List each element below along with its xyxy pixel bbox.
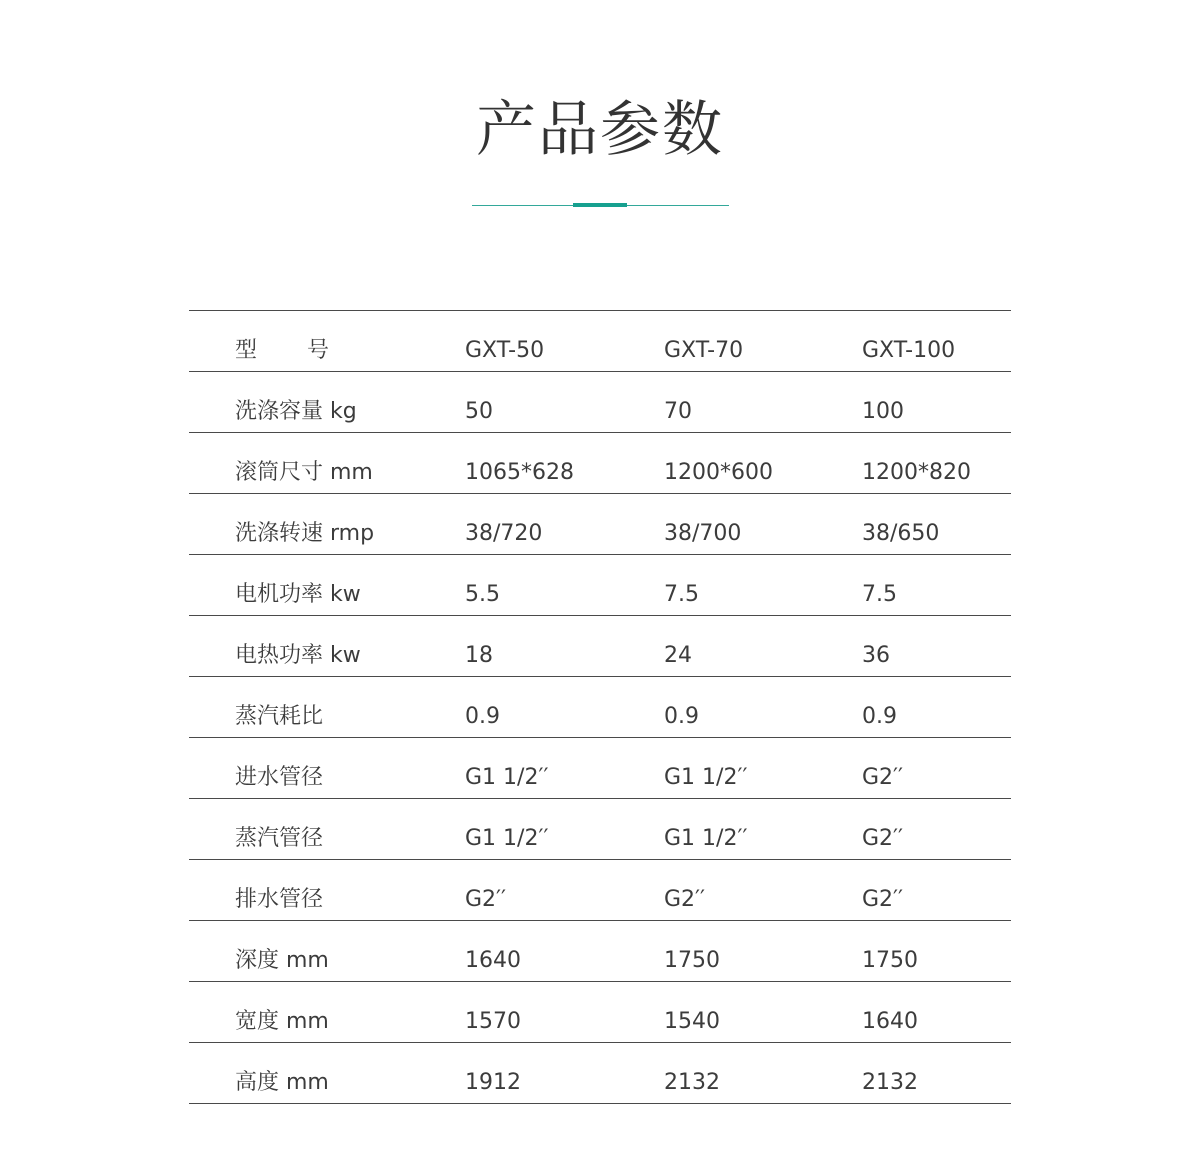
- row-value-model-3: 100: [862, 399, 904, 424]
- table-row: [189, 616, 1011, 677]
- title-divider-accent: [573, 203, 627, 207]
- row-value-model-3: G2′′: [862, 765, 904, 790]
- row-label: 排水管径: [235, 887, 324, 912]
- table-row: [189, 799, 1011, 860]
- row-value-model-2: 1540: [664, 1009, 720, 1034]
- header-model-label: [235, 311, 465, 371]
- row-value-model-2: G1 1/2′′: [664, 765, 748, 790]
- row-value-model-3: 2132: [862, 1070, 918, 1095]
- row-value-model-2: 38/700: [664, 521, 742, 546]
- row-value-model-2: 2132: [664, 1070, 720, 1095]
- table-row: [189, 860, 1011, 921]
- row-value-model-3: 36: [862, 643, 890, 668]
- row-value-model-2: G1 1/2′′: [664, 826, 748, 851]
- row-label: 宽度 mm: [235, 1009, 329, 1034]
- row-label: 洗涤转速 rmp: [235, 521, 375, 546]
- table-row: [189, 921, 1011, 982]
- row-label: 电热功率 kw: [235, 643, 361, 668]
- row-label: 进水管径: [235, 765, 324, 790]
- row-label: 深度 mm: [235, 948, 329, 973]
- row-value-model-3: 1750: [862, 948, 918, 973]
- table-row: [189, 555, 1011, 616]
- table-row: [189, 738, 1011, 799]
- row-value-model-2: 24: [664, 643, 692, 668]
- row-value-model-2: G2′′: [664, 887, 706, 912]
- row-value-model-1: 38/720: [465, 521, 543, 546]
- header-label-part2: 号: [307, 338, 330, 363]
- table-row: [189, 982, 1011, 1043]
- row-value-model-1: 18: [465, 643, 493, 668]
- row-value-model-3: 0.9: [862, 704, 897, 729]
- spec-table: [189, 310, 1011, 1104]
- row-value-model-2: 0.9: [664, 704, 699, 729]
- row-value-model-1: 1570: [465, 1009, 521, 1034]
- row-value-model-2: 70: [664, 399, 692, 424]
- row-value-model-3: 1640: [862, 1009, 918, 1034]
- table-header-row: [189, 311, 1011, 372]
- row-label: 高度 mm: [235, 1070, 329, 1095]
- table-row: [189, 1043, 1011, 1104]
- row-value-model-1: 1912: [465, 1070, 521, 1095]
- row-label: 滚筒尺寸 mm: [235, 460, 373, 485]
- table-row: [189, 372, 1011, 433]
- row-value-model-2: 1750: [664, 948, 720, 973]
- row-value-model-1: 5.5: [465, 582, 500, 607]
- row-label: 洗涤容量 kg: [235, 399, 357, 424]
- row-value-model-1: G1 1/2′′: [465, 765, 549, 790]
- table-row: [189, 433, 1011, 494]
- header-label-part1: 型: [235, 338, 258, 363]
- page-title: 产品参数: [476, 95, 724, 165]
- row-label: 蒸汽管径: [235, 826, 324, 851]
- row-label: 蒸汽耗比: [235, 704, 324, 729]
- header-model-3: GXT-100: [862, 338, 956, 363]
- row-value-model-1: 1640: [465, 948, 521, 973]
- row-value-model-3: 38/650: [862, 521, 940, 546]
- header-model-1: GXT-50: [465, 338, 545, 363]
- row-value-model-1: G2′′: [465, 887, 507, 912]
- row-value-model-3: G2′′: [862, 826, 904, 851]
- row-value-model-1: G1 1/2′′: [465, 826, 549, 851]
- row-value-model-1: 50: [465, 399, 493, 424]
- table-row: [189, 494, 1011, 555]
- row-value-model-3: G2′′: [862, 887, 904, 912]
- row-value-model-1: 0.9: [465, 704, 500, 729]
- table-row: [189, 677, 1011, 738]
- row-value-model-1: 1065*628: [465, 460, 574, 485]
- row-value-model-2: 7.5: [664, 582, 699, 607]
- row-value-model-3: 1200*820: [862, 460, 971, 485]
- row-value-model-2: 1200*600: [664, 460, 773, 485]
- header-model-2: GXT-70: [664, 338, 744, 363]
- row-value-model-3: 7.5: [862, 582, 897, 607]
- row-label: 电机功率 kw: [235, 582, 361, 607]
